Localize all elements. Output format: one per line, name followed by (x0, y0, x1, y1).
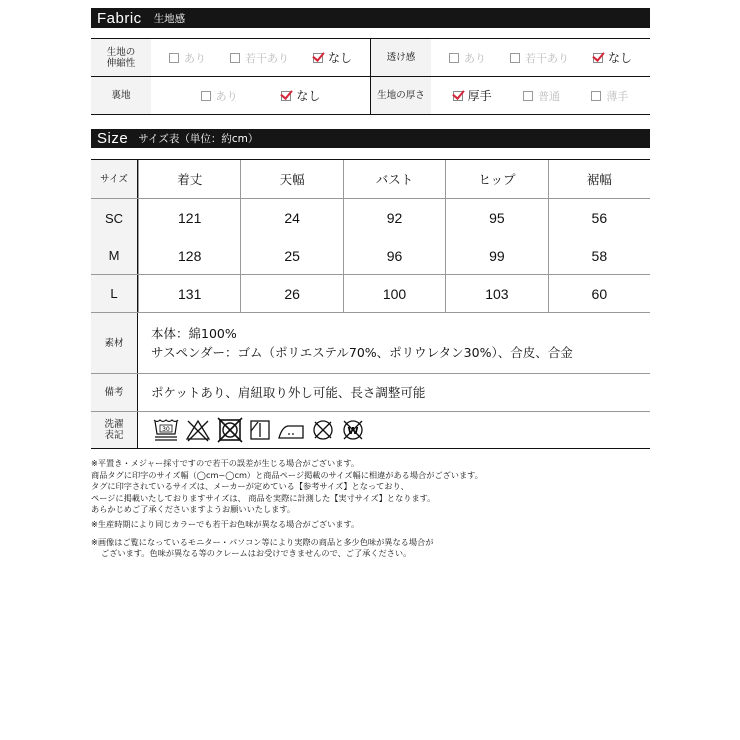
note-line: タグに印字されているサイズは、メーカーが定めている【参考サイズ】となっており、 (91, 481, 409, 492)
table-cell: 100 (343, 275, 445, 312)
fabric-section-header (91, 8, 650, 28)
sheer-option-none: なし (593, 49, 632, 66)
size-header-row (91, 160, 650, 199)
table-row (91, 237, 650, 275)
table-cell: 60 (548, 275, 650, 312)
care-icons (138, 412, 650, 448)
svg-text:30: 30 (162, 426, 170, 433)
column-header: 着丈 (138, 160, 240, 198)
svg-text:W: W (347, 426, 359, 437)
table-cell: 58 (548, 237, 650, 274)
column-header: 天幅 (240, 160, 342, 198)
table-cell: 56 (548, 199, 650, 237)
checkbox-checked-icon (593, 53, 603, 63)
size-title-jp: サイズ表（単位：約cm） (138, 133, 259, 145)
lining-label: 裏地 (91, 77, 151, 114)
sheerness-cell (370, 39, 650, 76)
note-line: 商品タグに印字のサイズ幅（◯cm~◯cm）と商品ページ掲載のサイズ幅に相違がある場合がございます。 (91, 469, 483, 480)
checkbox-checked-icon (313, 53, 323, 63)
checkbox-empty-icon (510, 53, 520, 63)
fabric-title-en: Fabric (97, 9, 142, 27)
checkbox-empty-icon (523, 91, 533, 101)
size-name: M (91, 237, 138, 274)
stretch-option-none: なし (313, 49, 352, 66)
material-label: 素材 (91, 313, 138, 373)
thickness-option-thin: 薄手 (591, 88, 628, 104)
size-table (91, 159, 650, 449)
note-line: ございます。色味が異なる等のクレームはお受けできませんので、ご了承ください。 (101, 548, 412, 559)
checkbox-empty-icon (449, 53, 459, 63)
material-text: 本体：綿100% サスペンダー：ゴム（ポリエステル70%、ポリウレタン30%）、合皮、合金 (151, 326, 573, 360)
checkbox-checked-icon (281, 91, 291, 101)
stretch-option-slight: 若干あり (230, 50, 289, 66)
notes (91, 458, 483, 560)
material-row (91, 313, 650, 374)
lining-cell (91, 77, 370, 114)
checkbox-checked-icon (453, 91, 463, 101)
column-header: 裾幅 (548, 160, 650, 198)
note-line: ※生産時期により同じカラーでも若干お色味が異なる場合がございます。 (91, 518, 360, 529)
fabric-table (91, 38, 650, 115)
column-header: ヒップ (445, 160, 547, 198)
table-row (91, 199, 650, 237)
column-header: バスト (343, 160, 445, 198)
remarks-text: ポケットあり、肩紐取り外し可能、長さ調整可能 (151, 385, 426, 400)
iron-low-icon (276, 417, 306, 443)
fabric-row-1 (91, 39, 650, 77)
remarks-label: 備考 (91, 374, 138, 411)
size-title-en: Size (97, 130, 129, 147)
table-cell: 121 (138, 199, 240, 237)
stretch-label: 生地の 伸縮性 (91, 39, 151, 76)
size-section-header (91, 129, 650, 148)
table-cell: 99 (445, 237, 547, 274)
lining-option-yes: あり (201, 88, 238, 104)
sheer-option-slight: 若干あり (510, 50, 569, 66)
thickness-options (431, 77, 650, 114)
drip-dry-shade-icon (248, 417, 272, 443)
table-cell: 103 (445, 275, 547, 312)
lining-option-none: なし (281, 87, 320, 104)
table-cell: 92 (343, 199, 445, 237)
care-row (91, 412, 650, 448)
stretch-options (151, 39, 370, 76)
stretch-option-yes: あり (169, 50, 206, 66)
checkbox-empty-icon (169, 53, 179, 63)
note-line: ※画像はご覧になっているモニター・パソコン等により実際の商品と多少色味が異なる場合が (91, 536, 434, 547)
no-dry-clean-icon (310, 417, 336, 443)
table-cell: 95 (445, 199, 547, 237)
no-tumble-dry-icon (216, 417, 244, 443)
care-label: 洗濯 表記 (91, 412, 138, 448)
fabric-row-2 (91, 77, 650, 115)
thickness-option-normal: 普通 (523, 88, 560, 104)
table-cell: 131 (138, 275, 240, 312)
size-column-header: サイズ (91, 160, 138, 198)
remarks-row (91, 374, 650, 412)
size-name: SC (91, 199, 138, 237)
checkbox-empty-icon (201, 91, 211, 101)
table-cell: 96 (343, 237, 445, 274)
note-line: あらかじめご了承くださいますようお願いいたします。 (91, 504, 296, 515)
table-row (91, 275, 650, 313)
wash-30-icon (152, 417, 180, 443)
thickness-option-thick: 厚手 (453, 87, 492, 104)
note-line: ※平置き・メジャー採寸ですので若干の誤差が生じる場合がございます。 (91, 458, 360, 468)
checkbox-empty-icon (591, 91, 601, 101)
stretch-cell (91, 39, 370, 76)
thickness-label: 生地の厚さ (371, 77, 431, 114)
fabric-title-jp: 生地感 (153, 12, 186, 25)
no-wet-clean-icon (340, 417, 366, 443)
table-cell: 25 (240, 237, 342, 274)
thickness-cell (370, 77, 650, 114)
table-cell: 24 (240, 199, 342, 237)
no-bleach-icon (184, 417, 212, 443)
size-name: L (91, 275, 138, 312)
sheerness-options (431, 39, 650, 76)
sheer-option-yes: あり (449, 50, 486, 66)
note-line: ページに掲載いたしておりますサイズは、 商品を実際に計測した【実寸サイズ】となります。 (91, 492, 436, 503)
checkbox-empty-icon (230, 53, 240, 63)
table-cell: 26 (240, 275, 342, 312)
table-cell: 128 (138, 237, 240, 274)
lining-options (151, 77, 370, 114)
sheerness-label: 透け感 (371, 39, 431, 76)
